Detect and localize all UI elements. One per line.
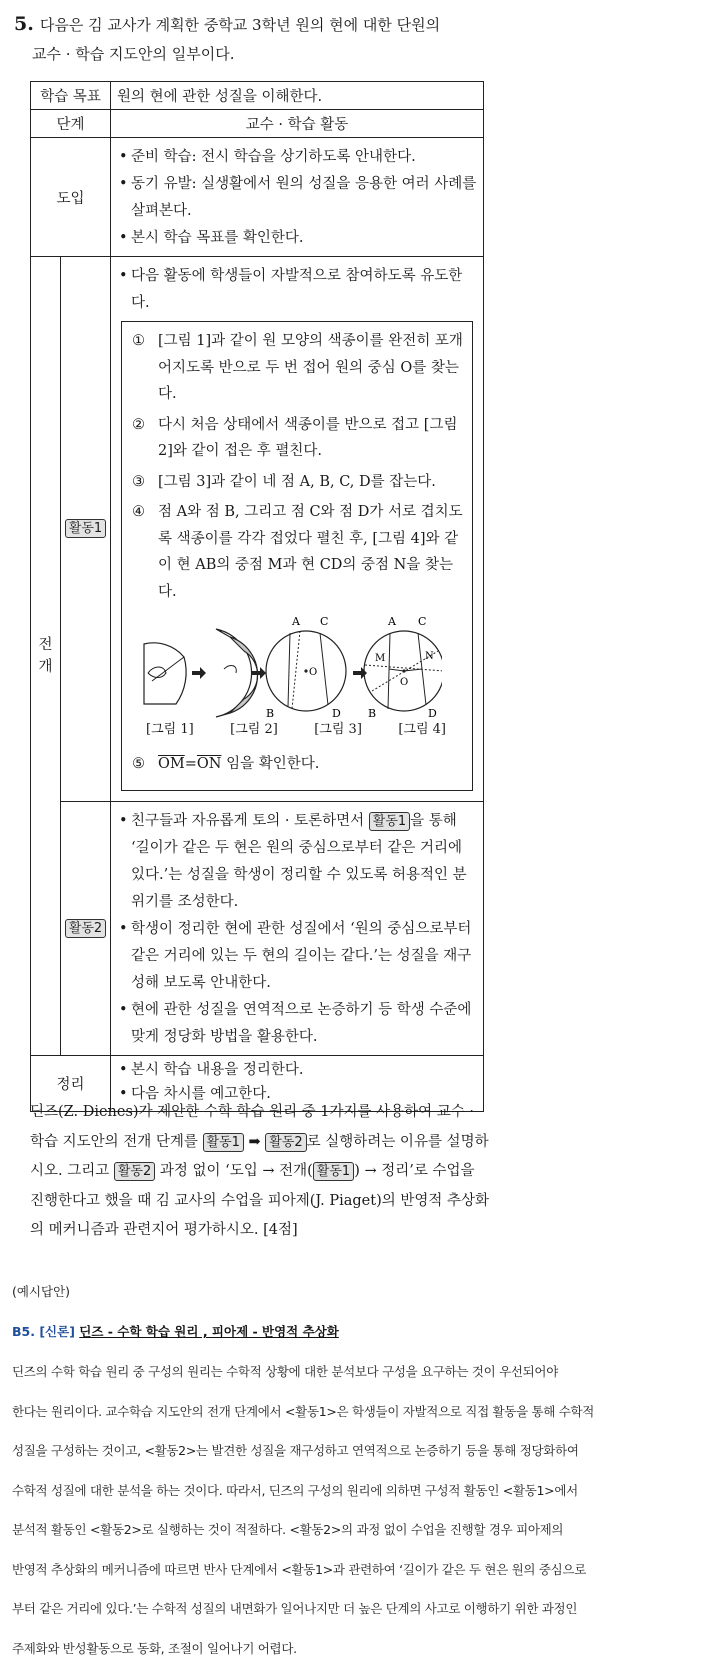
list-item: • 현에 관한 성질을 연역적으로 논증하기 등 학생 수준에 맞게 정당화 방법을 활용한다. [119,997,477,1051]
question-header [14,10,484,69]
list-item: • 다음 차시를 예고한다. [119,1082,477,1106]
svg-text:N: N [425,651,434,662]
answer-line: 반영적 추상화의 메커니즘에 따르면 반사 단계에서 <활동1>과 관련하여 ‘길이가 같은 두 현은 원의 중심으로 [12,1561,586,1577]
caption-figure-2: [그림 2] [230,722,278,737]
svg-text:A: A [388,615,396,628]
question-number: 5. [14,13,34,35]
answer-line: 딘즈의 수학 학습 원리 중 구성의 원리는 수학적 상황에 대한 분석보다 구성을 요구하는 것이 우선되어야 [12,1364,558,1379]
activity2-list [111,802,483,1055]
answer-line: 성질을 구성하는 것이고, <활동2>는 발견한 성질을 재구성하고 연역적으로 논증하기 등을 통해 정당화하여 [12,1443,579,1458]
figure-2 [216,629,258,717]
list-item: • 친구들과 자유롭게 토의 · 토론하면서 활동1 을 통해 ‘길이가 같은 두 현은 원의 중심으로부터 같은 거리에 있다.’는 성질을 학생이 정리할 수 있도록 허용적인 분위기를 조성한다. [119,808,477,916]
svg-text:B: B [368,707,377,719]
caption-figure-3: [그림 3] [314,722,362,737]
list-item: • 본시 학습 내용을 정리한다. [119,1058,477,1082]
svg-text:O: O [309,667,318,678]
stage-header: 단계 [31,110,111,138]
svg-text:O: O [400,677,409,688]
answer-line: 부터 같은 거리에 있다.’는 수학적 성질의 내면화가 일어나지만 더 높은 단계의 사고로 이행하기 위한 과정인 [12,1601,578,1616]
activity-header: 교수 · 학습 활동 [111,110,484,138]
list-item: • 다음 활동에 학생들이 자발적으로 참여하도록 유도한다. [119,263,477,317]
svg-text:C: C [418,615,427,628]
step-1: ① [그림 1]과 같이 원 모양의 색종이를 완전히 포개어지도록 반으로 두 번 접어 원의 중심 O를 찾는다. [132,333,463,402]
figure-3 [266,615,346,719]
figure-4 [364,615,442,719]
caption-figure-4: [그림 4] [398,722,447,737]
answer-label: (예시답안) [12,1284,71,1299]
question-intro-line1: 다음은 김 교사가 계획한 중학교 3학년 원의 현에 대한 단원의 [39,16,441,34]
prompt-tag: 활동2 [114,1162,155,1181]
svg-text:D: D [428,707,437,719]
prompt-tag: 활동2 [265,1133,306,1152]
step-5: ⑤ $\overline{OM}=\overline{ON}$ 임을 확인한다. [132,756,320,772]
activity2-tag: 활동2 [65,919,106,938]
activity1-steps-box [121,321,473,791]
folding-figures [132,609,464,745]
list-item: • 본시 학습 목표를 확인한다. [119,225,477,252]
svg-text:D: D [332,707,341,719]
list-item: • 학생이 정리한 현에 관한 성질에서 ‘원의 중심으로부터 같은 거리에 있는 두 현의 길이는 같다.’는 성질을 재구성해 보도록 안내한다. [119,916,477,997]
step-3: ③ [그림 3]과 같이 네 점 A, B, C, D를 잡는다. [132,473,436,490]
arrow-icon [192,667,206,679]
answer-prefix: B5. [신론] [12,1324,75,1339]
intro-stage: 도입 [31,138,111,257]
folding-figures-svg [132,609,442,719]
answer-line: 한다는 원리이다. 교수학습 지도안의 전개 단계에서 <활동1>은 학생들이 자발적으로 직접 활동을 통해 수학적 [12,1403,595,1419]
answer-line: 분석적 활동인 <활동2>로 실행하는 것이 적절하다. <활동2>의 과정 없이 수업을 진행할 경우 피아제의 [12,1522,564,1537]
svg-text:M: M [375,653,386,664]
answer-body [12,1362,717,1678]
answer-heading: 딘즈 - 수학 학습 원리 , 피아제 - 반영적 추상화 [79,1324,339,1339]
answer-title [12,1322,339,1340]
prompt-tag: 활동1 [203,1133,244,1152]
step-4: ④ 점 A와 점 B, 그리고 점 C와 점 D가 서로 겹치도록 색종이를 각각 접었다 펼친 후, [그림 4]와 같이 현 AB의 중점 M과 현 CD의 중점 N을 찾는다. [132,504,463,600]
summary-stage: 정리 [31,1055,111,1111]
answer-line: 수학적 성질에 대한 분석을 하는 것이다. 따라서, 딘즈의 구성의 원리에 의하면 구성적 활동인 <활동1>에서 [12,1482,578,1498]
development-stage: 전 개 [31,257,61,1056]
question-intro-line2: 교수 · 학습 지도안의 일부이다. [32,45,235,63]
activity1-lead [111,257,483,317]
answer-line: 주제화와 반성활동으로 동화, 조절이 일어나기 어렵다. [12,1640,297,1656]
lesson-plan-table [30,81,484,1112]
figure-1 [144,643,186,704]
list-item: • 준비 학습: 전시 학습을 상기하도록 안내한다. [119,144,477,171]
list-item: • 동기 유발: 실생활에서 원의 성질을 응용한 여러 사례를 살펴본다. [119,171,477,225]
step-2: ② 다시 처음 상태에서 색종이를 반으로 접고 [그림 2]와 같이 접은 후 펼친다. [132,416,458,459]
arrow-icon: ➡ [248,1133,261,1150]
svg-text:A: A [292,615,300,628]
svg-text:B: B [266,707,275,719]
prompt-tag: 활동1 [313,1162,354,1181]
figure-captions [132,719,446,741]
goal-label: 학습 목표 [31,82,111,110]
activity1-tag: 활동1 [65,519,106,538]
intro-list [111,138,483,256]
svg-text:C: C [320,615,329,628]
caption-figure-1: [그림 1] [146,722,194,737]
question-prompt: 딘즈(Z. Dienes)가 제안한 수학 학습 원리 중 1가지를 사용하여 교수 · 학습 지도안의 전개 단계를 활동1 ➡ 활동2 로 실행하려는 이유를 설명하시오. 그리고 활동2 과정 없이 ‘도입 → 전개( 활동1 ) → 정리’로 수업을 진행한다고 했을 때 김 교사의 수업을 피아제(J. Piaget)의 반영적 추상화의 메커니즘과 관련지어 평가하시오. [4점] [30,1104,489,1238]
goal-text: 원의 현에 관한 성질을 이해한다. [111,82,484,110]
